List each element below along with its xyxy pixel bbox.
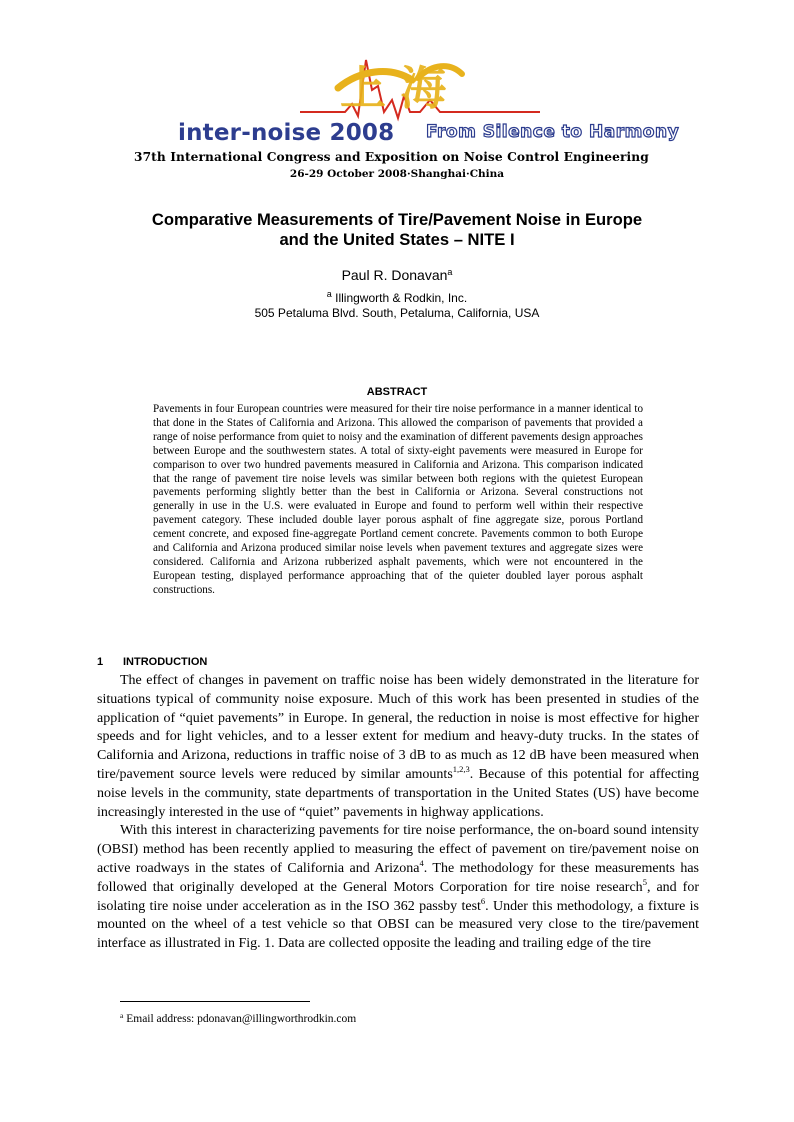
author-name: Paul R. Donavan <box>341 267 448 283</box>
affiliation-org: Illingworth & Rodkin, Inc. <box>331 291 468 305</box>
p2-text-c: , and for isolating tire noise under acceleration as in the ISO 362 passby test <box>97 879 700 914</box>
footnote-rule <box>120 1001 310 1002</box>
paper-title-line-1: Comparative Measurements of Tire/Pavement Noise in Europe <box>151 210 643 229</box>
section-title: INTRODUCTION <box>123 656 208 668</box>
affiliation-address: 505 Petaluma Blvd. South, Petaluma, California, USA <box>254 306 540 320</box>
author-mark: a <box>447 267 453 277</box>
paper-title <box>70 210 724 250</box>
section-number: 1 <box>97 656 104 668</box>
paper-title-line-2: and the United States – NITE I <box>279 230 515 249</box>
affiliation-mark: a <box>326 289 332 299</box>
abstract-text: Pavements in four European countries were measured for their tire noise performance in a manner identical to that done in the States of California and Arizona. This allowed the comparison of pavements that provided a range of noise performance from quiet to noisy and the examination of different pavements design approaches between Europe and the southwestern states. A total of sixty-eight pavements were measured in Europe for comparison to over two hundred pavements measured in California and Arizona. This comparison indicated that the range of pavement tire noise levels was similar between both regions with the quietest European pavements performing slightly better than the best in California or Arizona. Several constructions not generally in use in the U.S. were evaluated in Europe and found to perform well within their respective pavement category. These included double layer porous asphalt of fine aggregate size, porous Portland cement concrete, and exposed fine-aggregate Portland cement concrete. Pavements common to both Europe and California and Arizona produced similar noise levels when pavement textures and aggregate sizes were considered. California and Arizona rubberized asphalt pavements, which were not encountered in the European testing, displayed performance approaching that of the quieter doubled layer porous asphalt constructions. <box>153 403 643 596</box>
p1-text-a: The effect of changes in pavement on traffic noise has been widely demonstrated in the literature for situations typical of community noise exposure. Much of this work has been presented in studies of the application of “quiet pavements” in Europe. In general, the reduction in noise is most effective for higher speeds and for light vehicles, and to a lesser extent for medium and heavy-duty trucks. In the states of California and Arizona, reductions in traffic noise of 3 dB to as much as 12 dB have been measured when tire/pavement source levels were reduced by similar amounts <box>97 673 699 782</box>
paragraph-2 <box>97 822 699 954</box>
citation: 6 <box>480 895 486 906</box>
abstract-heading: ABSTRACT <box>366 386 428 398</box>
conference-slogan: From Silence to Harmony <box>426 122 680 142</box>
citation: 5 <box>642 876 647 887</box>
footnote-mark: a <box>120 1011 124 1020</box>
section-body <box>97 672 699 954</box>
footnote <box>120 1011 356 1025</box>
author <box>0 267 794 283</box>
footnote-text: Email address: pdonavan@illingworthrodkin.com <box>123 1013 357 1025</box>
citation: 4 <box>419 857 424 868</box>
paragraph-1 <box>97 672 699 822</box>
citation: 1,2,3 <box>452 763 470 774</box>
affiliation <box>0 287 794 321</box>
affiliation-org-line <box>0 287 794 306</box>
conference-name: inter-noise 2008 <box>178 120 395 146</box>
p1-text-b: . Because of this potential for affecting noise levels in the community, state departments of transportation in the United States (US) have become increasingly interested in the use of “quiet” pavements in highway applications. <box>97 766 699 820</box>
p2-text-d: . Under this methodology, a fixture is mounted on the wheel of a test vehicle so that OBSI can be measured very close to the tire/pavement interface as illustrated in Fig. 1. Data are collected opposite the leading and trailing edge of the tire <box>97 898 699 952</box>
conference-full-name: 37th International Congress and Exposition on Noise Control Engineering <box>134 150 649 164</box>
p2-text-a: With this interest in characterizing pavements for tire noise performance, the on-board sound intensity (OBSI) method has been recently applied to measuring the effect of pavement on tire/pavement noise on active roadways in the states of California and Arizona <box>97 823 699 876</box>
conference-dates: 26-29 October 2008·Shanghai·China <box>289 168 505 180</box>
conference-banner <box>0 0 794 190</box>
p2-text-b: . The methodology for these measurements has followed that originally developed at the General Motors Corporation for tire noise research <box>97 860 699 895</box>
logo-glyphs: 上海 <box>340 61 460 115</box>
section-heading <box>97 656 207 668</box>
